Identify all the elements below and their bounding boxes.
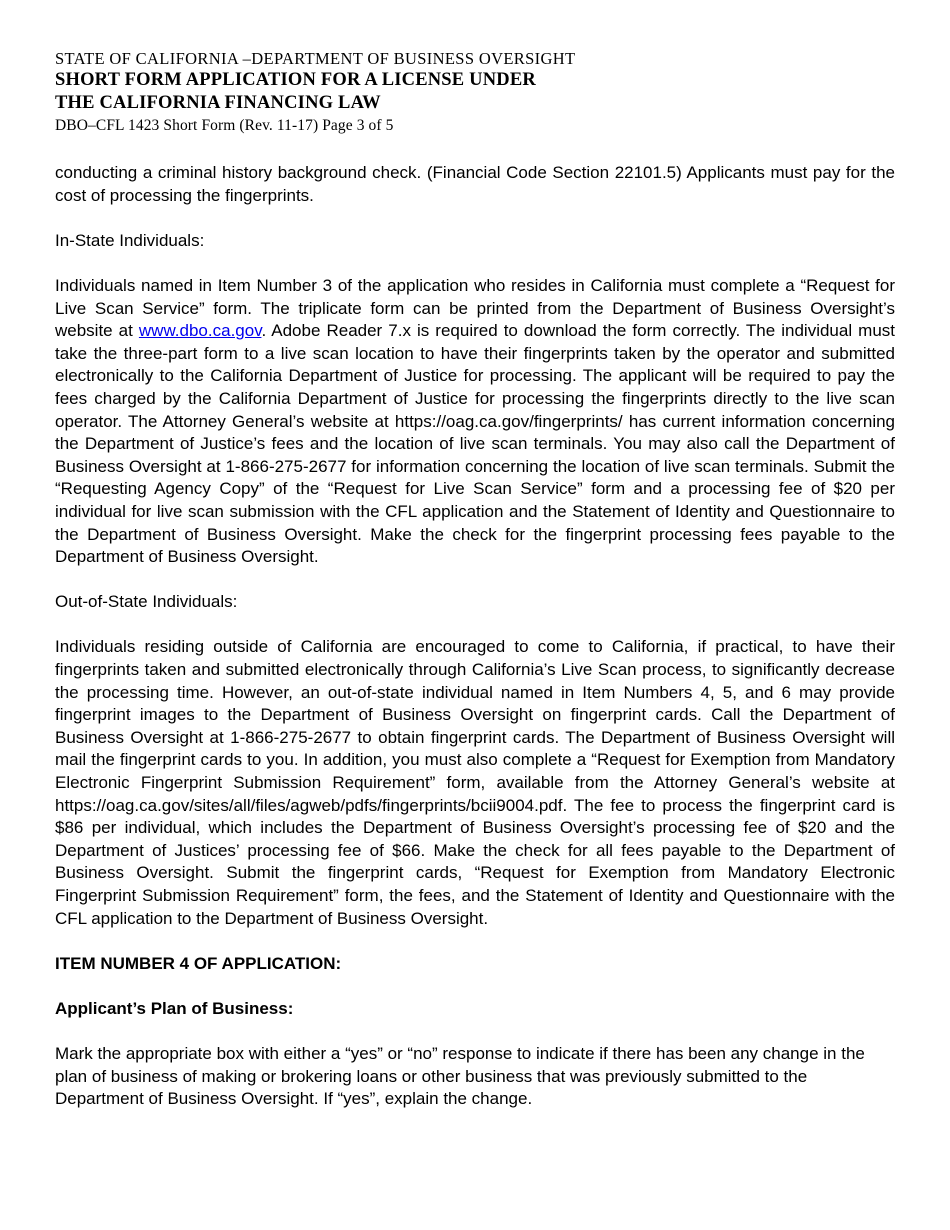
continued-paragraph: conducting a criminal history background check. (Financial Code Section 22101.5) Applicants must pay for the cost of processing the fingerprints. (55, 163, 895, 205)
form-title-line-1: SHORT FORM APPLICATION FOR A LICENSE UNDER (55, 70, 536, 90)
form-title-line-2: THE CALIFORNIA FINANCING LAW (55, 92, 381, 113)
spacer (55, 569, 895, 592)
out-of-state-individuals-heading: Out-of-State Individuals: (55, 592, 238, 612)
spacer (55, 207, 895, 230)
spacer (55, 1021, 895, 1044)
letterhead (55, 0, 895, 136)
spacer (55, 975, 895, 998)
dbo-website-link[interactable]: www.dbo.ca.gov (138, 321, 262, 341)
plan-of-business-instructions: Mark the appropriate box with either a “yes” or “no” response to indicate if there has been any change in the plan of business of making or brokering loans or other business that was previously submitted to the Department of Business Oversight. If “yes”, explain the change. (55, 1044, 865, 1109)
spacer (55, 614, 895, 637)
form-number-and-page: DBO–CFL 1423 Short Form (Rev. 11-17) Page 3 of 5 (55, 117, 394, 134)
page-content (55, 0, 895, 1111)
in-state-individuals-paragraph (55, 275, 895, 569)
agency-name: STATE OF CALIFORNIA –DEPARTMENT OF BUSINESS OVERSIGHT (55, 49, 576, 68)
spacer (55, 930, 895, 953)
in-state-text-before-link: Individuals named in Item Number 3 of the application who resides in California must complete a “Request for Live Scan Service” form. The triplicate form can be printed from the Department of Business Oversight’s website at (55, 275, 895, 341)
spacer (55, 252, 895, 275)
in-state-individuals-heading: In-State Individuals: (55, 230, 205, 250)
item-number-4-heading: ITEM NUMBER 4 OF APPLICATION: (55, 953, 342, 973)
applicants-plan-of-business-heading: Applicant’s Plan of Business: (55, 998, 294, 1018)
document-body (55, 162, 895, 1111)
in-state-text-after-link: . Adobe Reader 7.x is required to download the form correctly. The individual must take the three-part form to a live scan location to have their fingerprints taken by the operator and submitted electronically to the California Department of Justice for processing. The applicant will be required to pay the fees charged by the California Department of Justice for processing the fingerprints directly to the live scan operator. The Attorney General’s website at https://oag.ca.gov/fingerprints/ has current information concerning the Department of Justice’s fees and the location of live scan terminals. You may also call the Department of Business Oversight at 1-866-275-2677 for information concerning the location of live scan terminals. Submit the “Requesting Agency Copy” of the “Request for Live Scan Service” form and a processing fee of $20 per individual for live scan submission with the CFL application and the Statement of Identity and Questionnaire to the Department of Business Oversight. Make the check for the fingerprint processing fees payable to the Department of Business Oversight. (55, 321, 895, 567)
out-of-state-individuals-paragraph: Individuals residing outside of California are encouraged to come to California, if practical, to have their fingerprints taken and submitted electronically through California’s Live Scan process, to significantly decrease the processing time. However, an out-of-state individual named in Item Numbers 4, 5, and 6 may provide fingerprint images to the Department of Business Oversight on fingerprint cards. Call the Department of Business Oversight at 1-866-275-2677 to obtain fingerprint cards. The Department of Business Oversight will mail the fingerprint cards to you. In addition, you must also complete a “Request for Exemption from Mandatory Electronic Fingerprint Submission Requirement” form, available from the Attorney General’s website at https://oag.ca.gov/sites/all/files/agweb/pdfs/fingerprints/bcii9004.pdf. The fee to process the fingerprint card is $86 per individual, which includes the Department of Business Oversight’s processing fee of $20 and the Department of Justices’ processing fee of $66. Make the check for all fees payable to the Department of Business Oversight. Submit the fingerprint cards, “Request for Exemption from Mandatory Electronic Fingerprint Submission Requirement” form, the fees, and the Statement of Identity and Questionnaire with the CFL application to the Department of Business Oversight. (55, 637, 895, 928)
